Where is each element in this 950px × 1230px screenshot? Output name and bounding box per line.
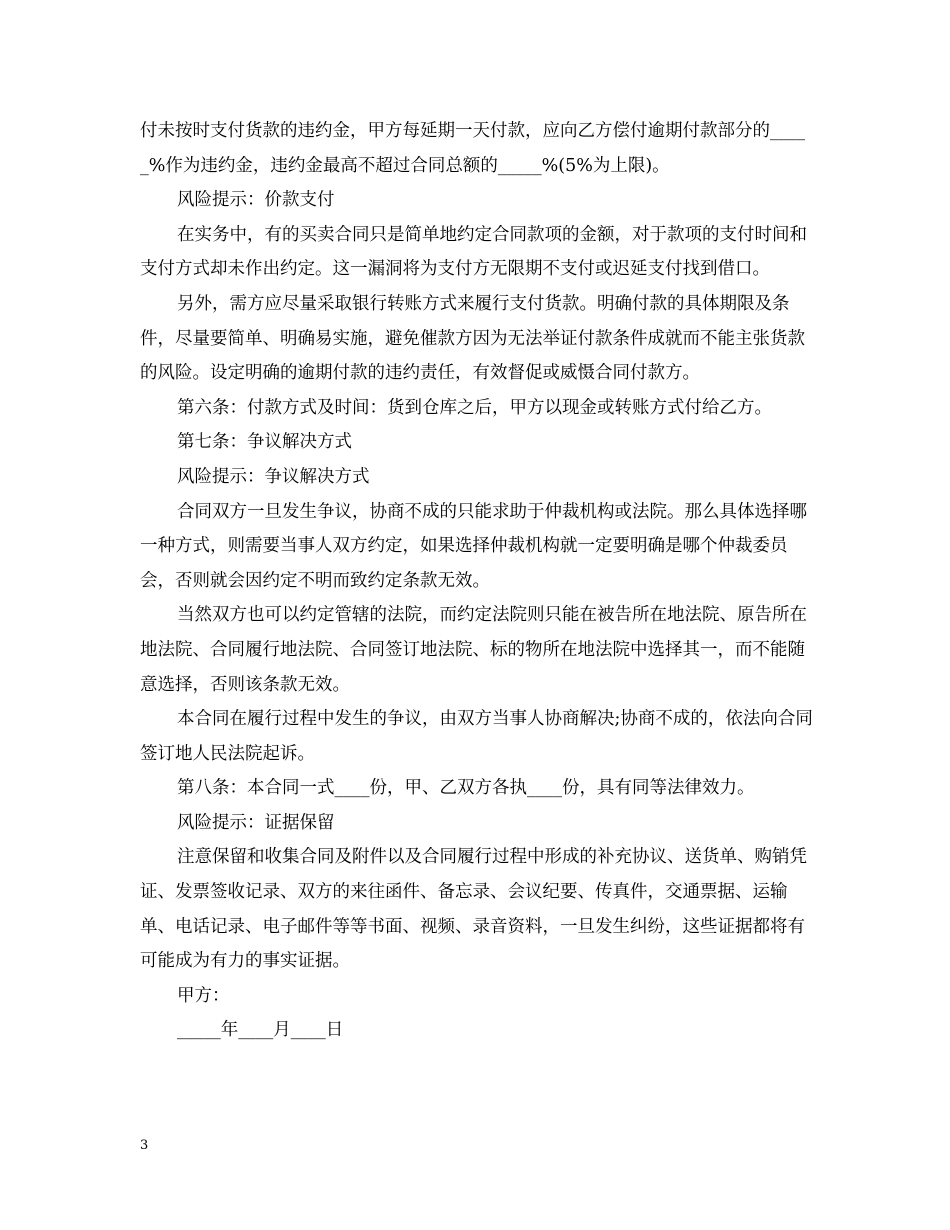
paragraph-risk-payment-heading: 风险提示：价款支付: [177, 190, 335, 211]
paragraph-risk-evidence-heading: 风险提示：证据保留: [177, 812, 335, 833]
paragraph-party-a-signature: 甲方：: [177, 985, 230, 1006]
paragraph-risk-dispute-heading: 风险提示：争议解决方式: [177, 466, 370, 487]
paragraph-dispute-arbitration: 合同双方一旦发生争议，协商不成的只能求助于仲裁机构或法院。那么具体选择哪一种方式，则需要当事人双方约定，如果选择仲裁机构就一定要明确是哪个仲裁委员会，否则就会因约定不明而致约定条款无效。: [140, 501, 807, 591]
paragraph-penalty-clause: 付未按时支付货款的违约金，甲方每延期一天付款，应向乙方偿付逾期付款部分的_____%作为违约金，违约金最高不超过合同总额的_____%(5%为上限)。: [140, 121, 805, 176]
paragraph-article-six: 第六条：付款方式及时间：货到仓库之后，甲方以现金或转账方式付给乙方。: [177, 397, 772, 418]
paragraph-article-seven: 第七条：争议解决方式: [177, 432, 352, 453]
paragraph-evidence-retention: 注意保留和收集合同及附件以及合同履行过程中形成的补充协议、送货单、购销凭证、发票签收记录、双方的来往函件、备忘录、会议纪要、传真件，交通票据、运输单、电话记录、电子邮件等等书面、视频、录音资料，一旦发生纠纷，这些证据都将有可能成为有力的事实证据。: [140, 847, 807, 972]
document-body: [140, 114, 820, 1048]
paragraph-dispute-resolution: 本合同在履行过程中发生的争议，由双方当事人协商解决;协商不成的，依法向合同签订地人民法院起诉。: [140, 709, 813, 764]
paragraph-payment-practice: 在实务中，有的买卖合同只是简单地约定合同款项的金额，对于款项的支付时间和支付方式却未作出约定。这一漏洞将为支付方无限期不支付或迟延支付找到借口。: [140, 224, 807, 280]
paragraph-payment-advice: 另外，需方应尽量采取银行转账方式来履行支付货款。明确付款的具体期限及条件，尽量要简单、明确易实施，避免催款方因为无法举证付款条件成就而不能主张货款的风险。设定明确的逾期付款的违约责任，有效督促或威慑合同付款方。: [140, 293, 805, 384]
paragraph-article-eight: 第八条：本合同一式____份，甲、乙双方各执____份，具有同等法律效力。: [177, 778, 755, 799]
paragraph-date-line: _____年____月____日: [177, 1020, 344, 1041]
paragraph-dispute-court: 当然双方也可以约定管辖的法院，而约定法院则只能在被告所在地法院、原告所在地法院、合同履行地法院、合同签订地法院、标的物所在地法院中选择其一，而不能随意选择，否则该条款无效。: [140, 605, 807, 695]
page-number: 3: [140, 1138, 149, 1153]
